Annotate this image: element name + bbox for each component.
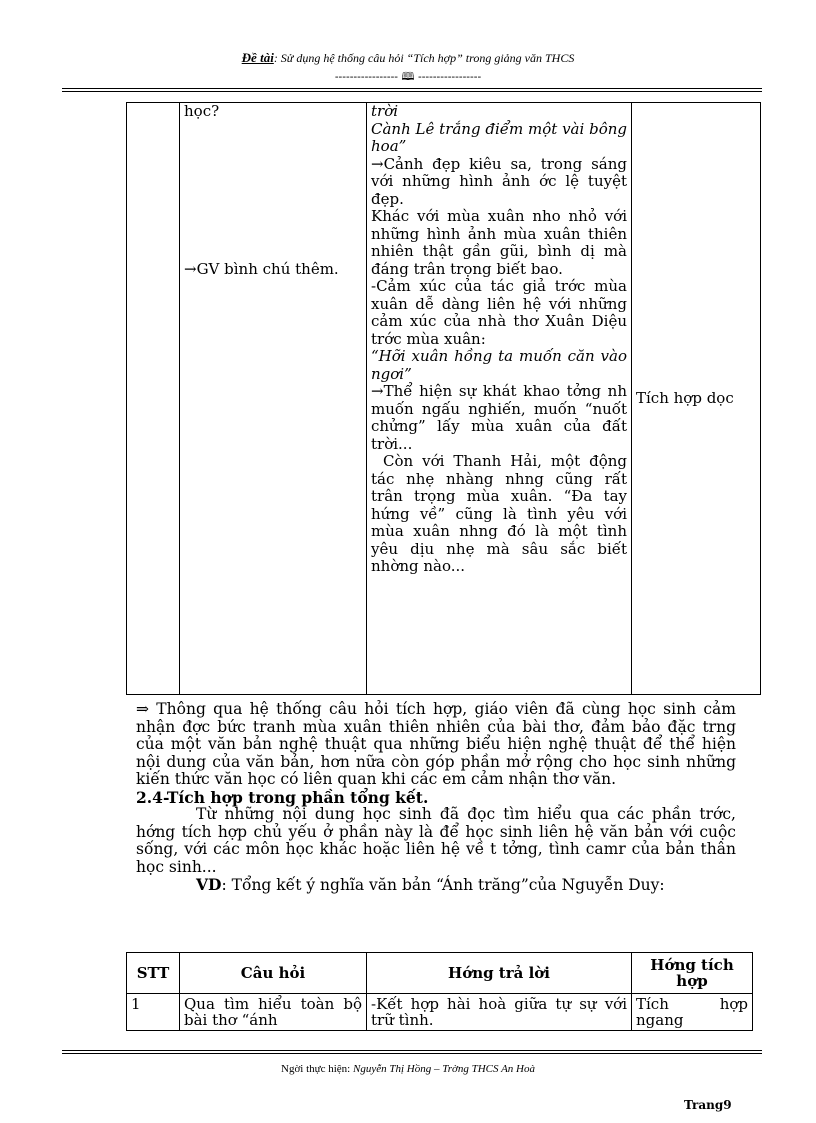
header-question: Câu hỏi	[180, 953, 367, 994]
table-row	[127, 103, 761, 695]
table-row	[127, 994, 753, 1031]
header-ornament: ----------------- 🕮 -----------------	[334, 70, 482, 83]
question-text: học?	[184, 102, 220, 120]
footer-prefix: Ngời thực hiện:	[281, 1063, 353, 1075]
footer-rule-2	[62, 1053, 762, 1054]
row-integration: Tích hợp ngang	[632, 994, 753, 1031]
table-header-row	[127, 953, 753, 994]
answer-line-2: Cành Lê trắng điểm một vài bông hoa”	[371, 119, 627, 155]
answer-line-8: Còn với Thanh Hải, một động tác nhẹ nhàng nhng cũng rất trân trọng mùa xuân. “Đa tay hứng về” cũng là tình yêu với mùa xuân nhng đó là một tình yêu dịu nhẹ mà sâu sắc biết nhờng nào...	[371, 452, 627, 575]
table-cell-answer	[367, 103, 632, 695]
page-footer	[0, 1063, 816, 1075]
page-number: Trang9	[684, 1098, 732, 1112]
section-heading: 2.4-Tích hợp trong phần tổng kết.	[136, 787, 429, 807]
analysis-table	[126, 102, 761, 695]
header-integration: Hớng tích hợp	[632, 953, 753, 994]
summary-paragraph: Từ những nội dung học sinh đã đọc tìm hiểu qua các phần trớc, hớng tích hợp chủ yếu ở phần này là để học sinh liên hệ văn bản với cuộc sống, với các môn học khác hoặc liên hệ về t tởng, tình camr của bản thân học sinh...	[136, 805, 736, 876]
header-rule-2	[62, 91, 762, 92]
row-question: Qua tìm hiểu toàn bộ bài thơ “ánh	[180, 994, 367, 1031]
example-line	[136, 876, 736, 895]
table-cell-stt	[127, 103, 180, 695]
answer-line-4: Khác với mùa xuân nho nhỏ với những hình ảnh mùa xuân thiên nhiên thật gần gũi, bình dị mà đáng trân trọng biết bao.	[371, 207, 627, 278]
header-answer: Hớng trả lời	[367, 953, 632, 994]
answer-line-3: →Cảnh đẹp kiêu sa, trong sáng với những hình ảnh ớc lệ tuyệt đẹp.	[371, 154, 627, 208]
body-text	[136, 701, 736, 895]
example-text: : Tổng kết ý nghĩa văn bản “Ánh trăng”của Nguyễn Duy:	[221, 876, 665, 894]
answer-line-1: trời	[371, 102, 399, 120]
footer-rule-1	[62, 1050, 762, 1051]
row-stt: 1	[127, 994, 180, 1031]
header-label: Đề tài	[241, 50, 274, 65]
answer-line-7: →Thể hiện sự khát khao tởng nh muốn ngấu nghiến, muốn “nuốt chửng” lấy mùa xuân của đất trời...	[371, 382, 627, 453]
answer-line-5: -Cảm xúc của tác giả trớc mùa xuân dễ dàng liên hệ với những cảm xúc của nhà thơ Xuân Diệu trớc mùa xuân:	[371, 277, 627, 348]
footer-author: Nguyễn Thị Hồng – Trờng THCS An Hoà	[352, 1063, 535, 1075]
header-title-text: : Sử dụng hệ thống câu hỏi “Tích hợp” trong giảng văn THCS	[273, 51, 575, 65]
example-label: VD	[196, 875, 222, 894]
row-answer: -Kết hợp hài hoà giữa tự sự với trữ tình.	[367, 994, 632, 1031]
table-cell-integration: Tích hợp dọc	[632, 103, 761, 695]
teacher-note: →GV bình chú thêm.	[184, 259, 339, 278]
answer-line-6: “Hỡi xuân hồng ta muốn căn vào ngơi”	[371, 347, 627, 383]
page-header-title	[0, 50, 816, 66]
header-stt: STT	[127, 953, 180, 994]
header-rule-1	[62, 88, 762, 89]
summary-table	[126, 952, 753, 1031]
conclusion-paragraph: ⇒ Thông qua hệ thống câu hỏi tích hợp, giáo viên đã cùng học sinh cảm nhận đợc bức tranh mùa xuân thiên nhiên của bài thơ, đảm bảo đặc trng của một văn bản nghệ thuật qua những biểu hiện nghệ thuật để thể hiện nội dung của văn bản, hơn nữa còn góp phần mở rộng cho học sinh những kiến thức văn học có liên quan khi các em cảm nhận thơ văn.	[136, 700, 736, 788]
table-cell-question	[180, 103, 367, 695]
